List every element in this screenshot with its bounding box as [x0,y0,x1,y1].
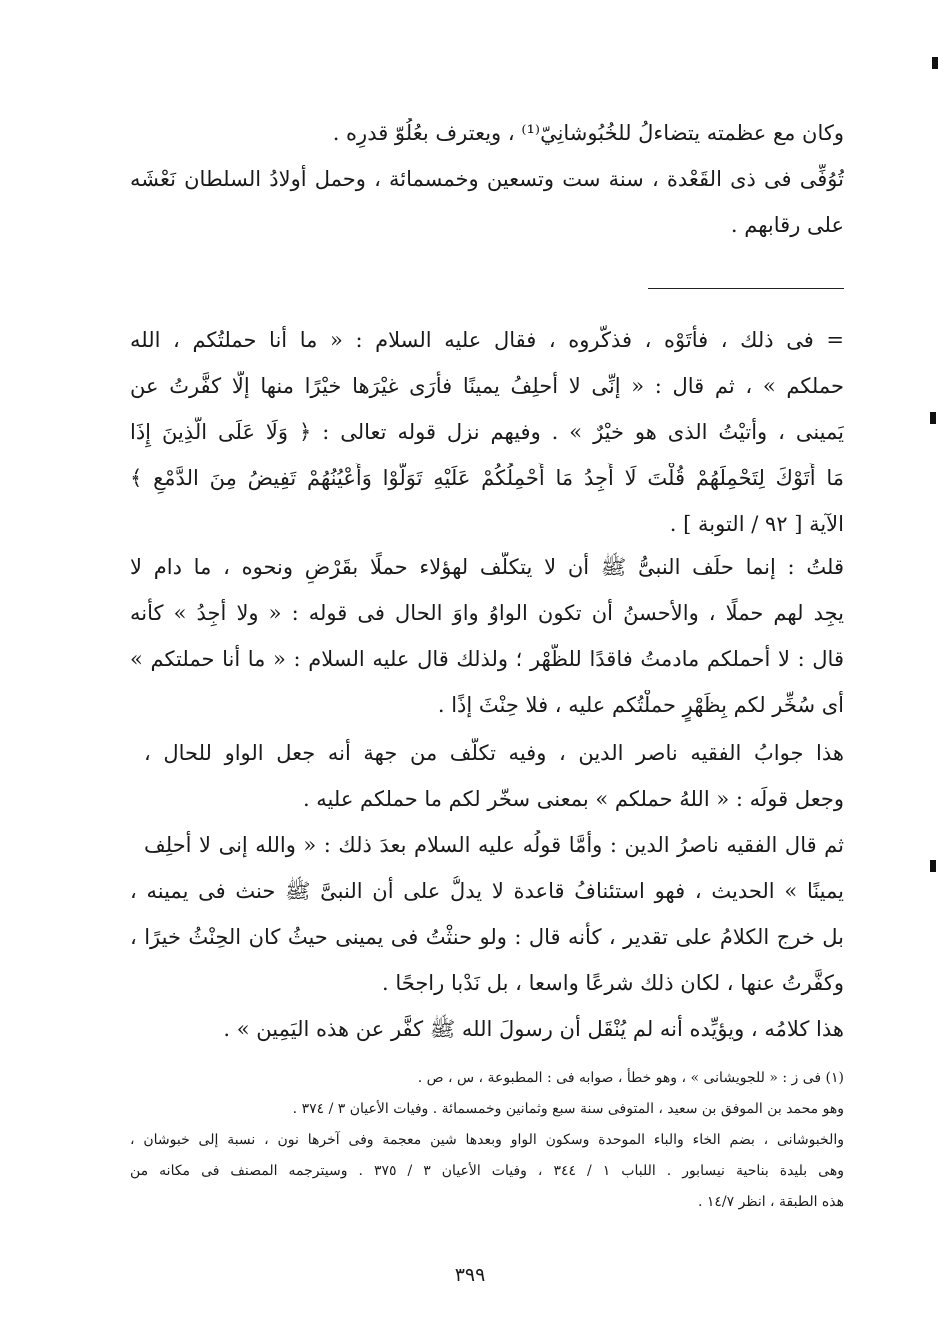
page-number: ٣٩٩ [454,1264,486,1286]
footnote-line: والخبوشانى ، بضم الخاء والباء الموحدة وسكون الواو وبعدها شين معجمة وفى آخرها نون ، نسبة إلى خبوشان ، [130,1132,844,1148]
margin-mark-lower [930,860,936,872]
biography-line: على رقابهم . [730,213,844,237]
paragraph-line: قال : لا أحملكم مادمتُ فاقدًا للظَّهْر ؛ ولذلك قال عليه السلام : « ما أنا حملتكم » [130,647,844,671]
paragraph-line: أى سُخِّر لكم بِظَهْرٍ حملْتُكم عليه ، فلا حِنْثَ إذًا . [437,693,844,717]
paragraph-line: وجعل قولَه : « اللهُ حملكم » بمعنى سخّر لكم ما حملكم عليه . [302,787,844,811]
quran-verse-line: مَا أَتَوْكَ لِتَحْمِلَهُمْ قُلْتَ لَا أَجِدُ مَا أَحْمِلُكُمْ عَلَيْهِ تَوَلَّوْا وَأَعْيُنُهُمْ تَفِيضُ مِنَ الدَّمْعِ ﴾ [130,466,844,490]
biography-line: تُوُفِّى فى ذى القَعْدة ، سنة ست وتسعين وخمسمائة ، وحمل أولادُ السلطان نَعْشَه [130,167,844,191]
paragraph-line: بل خرج الكلامُ على تقدير ، كأنه قال : ولو حنثْتُ فى يمينى حيثُ كان الحِنْثُ خيرًا ، [130,925,844,949]
footnote-line: وهى بليدة بناحية نيسابور . اللباب ١ / ٣٤٤ ، وفيات الأعيان ٣ / ٣٧٥ . وسيترجمه المصنف فى مكانه من [130,1163,844,1179]
footnote-line: وهو محمد بن الموفق بن سعيد ، المتوفى سنة سبع وثمانين وخمسمائة . وفيات الأعيان ٣ / ٣٧٤ . [292,1101,844,1117]
section-divider [648,288,844,289]
footnote-line: هذه الطبقة ، انظر ١٤/٧ . [697,1194,844,1210]
biography-line: وكان مع عظمته يتضاءلُ للخُبُوشانِيّ⁽¹⁾ ، ويعترف بعُلُوّ قدرِه . [332,121,844,145]
continuation-line: = فى ذلك ، فأتَوْه ، فذكَّروه ، فقال عليه السلام : « ما أنا حملتُكم ، الله [130,328,844,352]
footnote-line: (١) فى ز : « للجويشانى » ، وهو خطأ ، صوابه فى : المطبوعة ، س ، ص . [417,1070,844,1086]
paragraph-line: هذا جوابُ الفقيه ناصر الدين ، وفيه تكلُّف من جهة أنه جعل الواو للحال ، [144,741,844,765]
continuation-line: حملكم » ، ثم قال : « إنِّى لا أحلِفُ يمينًا فأرَى غيْرَها خيْرًا منها إلَّا كفَّرتُ عن [130,374,844,398]
paragraph-line: يجِد لهم حملًا ، والأحسنُ أن تكون الواوُ واوَ الحال فى قوله : « ولا أجِدُ » كأنه [130,601,844,625]
paragraph-line: يمينًا » الحديث ، فهو استئنافُ قاعدة لا يدلُّ على أن النبىَّ ﷺ حنث فى يمينه ، [130,879,844,903]
paragraph-line: قلتُ : إنما حلَف النبىُّ ﷺ أن لا يتكلَّف لهؤلاء حملًا بقَرْضٍ ونحوه ، ما دام لا [130,555,844,579]
continuation-line: يَمينى ، وأتيْتُ الذى هو خيْرٌ » . وفيهم نزل قوله تعالى : ﴿ وَلَا عَلَى الَّذِينَ إِذَا [130,420,844,444]
margin-mark-middle [930,412,936,424]
paragraph-line: وكفَّرتُ عنها ، لكان ذلك شرعًا واسعا ، بل نَدْبا راجحًا . [382,971,844,995]
continuation-line: الآية [ ٩٢ / التوبة ] . [669,512,844,536]
margin-mark-top [932,57,938,69]
paragraph-line: ثم قال الفقيه ناصرُ الدين : وأمَّا قولُه عليه السلام بعدَ ذلك : « والله إنى لا أحلِف [144,833,844,857]
paragraph-line: هذا كلامُه ، ويؤيِّده أنه لم يُنْقَل أن رسولَ الله ﷺ كفَّر عن هذه اليَمِين » . [223,1017,844,1041]
